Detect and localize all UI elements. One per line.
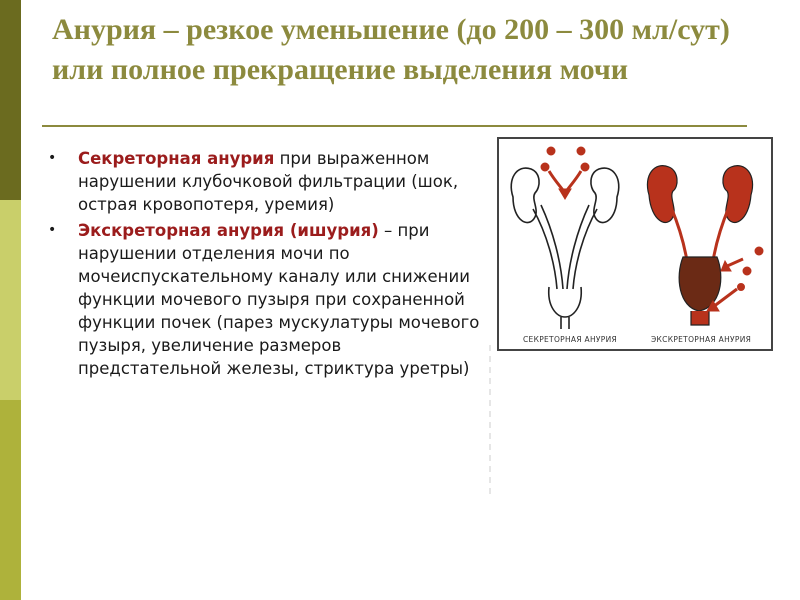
slide-title: Анурия – резкое уменьшение (до 200 – 300 мл/сут) или полное прекращение выделения мочи	[52, 13, 730, 86]
bullet-text: при выраженном нарушении клубочковой фильтрации (шок, острая кровопотеря, уремия)	[78, 149, 459, 214]
decor-strip-middle	[0, 200, 21, 400]
bullet-dot-icon: •	[48, 222, 57, 238]
bullet-excretory	[48, 219, 488, 380]
bullet-secretory	[48, 147, 488, 216]
caption-excretory: ЭКСКРЕТОРНАЯ АНУРИЯ	[651, 335, 752, 344]
bullet-term: Экскреторная анурия (ишурия)	[78, 221, 379, 240]
decor-strip-top	[0, 0, 21, 200]
bullet-dot-icon: •	[48, 150, 57, 166]
anuria-illustration	[497, 137, 773, 351]
bullet-text: – при нарушении отделения мочи по мочеиспускательному каналу или снижении функции мочевого пузыря при сохраненной функции почек (парез мускулатуры мочевого пузыря, увеличение размеров предстательной железы, стриктура уретры)	[78, 221, 480, 378]
bullet-list	[48, 147, 488, 383]
excretory-kidneys-icon	[647, 166, 752, 325]
secretory-arrows-icon	[541, 147, 589, 199]
faint-vertical-watermark	[484, 345, 496, 495]
caption-secretory: СЕКРЕТОРНАЯ АНУРИЯ	[523, 335, 618, 344]
title-underline	[42, 125, 747, 127]
bullet-term: Секреторная анурия	[78, 149, 275, 168]
decor-strip-bottom	[0, 400, 21, 600]
